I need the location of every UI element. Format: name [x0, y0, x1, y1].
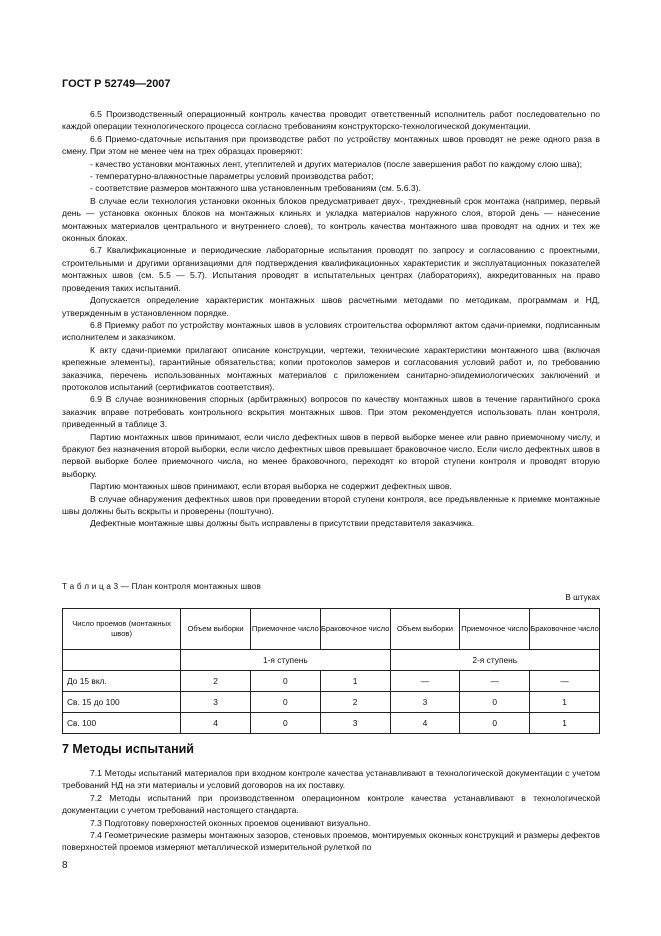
table-cell: 2 [181, 671, 251, 692]
table-cell: 3 [390, 692, 460, 713]
table-row [63, 692, 600, 713]
document-header: ГОСТ Р 52749—2007 [62, 78, 171, 90]
table-header-cell: Объем выборки [390, 609, 460, 650]
paragraph-7-2: 7.2 Методы испытаний при производственном операционном контроле качества устанавливают в технологической документации с учетом требований настоящего стандарта. [62, 792, 600, 816]
paragraph: В случае обнаружения дефектных швов при проведении второй ступени контроля, все предъявленные к приемке монтажные швы должны быть вскрыты и проверены (поштучно). [62, 493, 600, 516]
control-plan-table [62, 608, 600, 734]
paragraph-6-9: 6.9 В случае возникновения спорных (арбитражных) вопросов по качеству монтажных швов в течение гарантийного срока заказчик вправе потребовать контрольного вскрытия монтажных швов. При этом рекомендуется использовать план контроля, приведенный в таблице 3. [62, 394, 600, 430]
section-7-body [62, 767, 600, 854]
table-cell: — [530, 671, 600, 692]
table-cell: — [390, 671, 460, 692]
list-item: - соответствие размеров монтажного шва установленным требованиям (см. 5.6.3). [90, 183, 421, 194]
table-header-cell: Браковочное число [530, 609, 600, 650]
table-header-cell: Браковочное число [320, 609, 390, 650]
paragraph: Партию монтажных швов принимают, если число дефектных швов в первой выборке менее или равно приемочному числу, и бракуют без назначения второй выборки, если число дефектных швов превышает браковочное число. Если число дефектных швов в первой выборке более приемочного числа, но менее браковочного, переходят ко второй ступени контроля и проводят вторую выборку. [62, 431, 600, 479]
stage-2-label: 2-я ступень [390, 650, 599, 671]
paragraph: Дефектные монтажные швы должны быть исправлены в присутствии представителя заказчика. [90, 518, 475, 529]
table-cell: 1 [530, 713, 600, 734]
table-cell: 0 [460, 692, 530, 713]
table-header-cell: Число проемов (монтажных швов) [63, 609, 181, 650]
paragraph: Допускается определение характеристик монтажных швов расчетными методами по методикам, программам и НД, утвержденным в установленном порядке. [62, 295, 600, 318]
paragraph-6-6: 6.6 Приемо-сдаточные испытания при производстве работ по устройству монтажных швов проводят не реже одного раза в смену. При этом не менее чем на трех образцах проверяют: [62, 133, 600, 157]
paragraph-6-7: 6.7 Квалификационные и периодические лабораторные испытания проводят по запросу и согласованию с проектными, строительными и другими организациями для подтверждения квалификационных характеристик и эксплуатационных показателей монтажных швов (см. 5.5 — 5.7). Испытания проводят в испытательных центрах (лабораториях), аккредитованных на право проведения таких испытаний. [62, 245, 600, 293]
stage-1-label: 1-я ступень [181, 650, 390, 671]
table-header-cell: Приемочное число [460, 609, 530, 650]
table-cell: 4 [390, 713, 460, 734]
table-cell: 4 [181, 713, 251, 734]
table-cell: 0 [460, 713, 530, 734]
paragraph-7-4: 7.4 Геометрические размеры монтажных зазоров, стеновых проемов, монтируемых оконных конструкций и размеры дефектов поверхностей проемов измеряют металлической измерительной рулеткой по [62, 830, 600, 853]
table-cell: Св. 100 [63, 713, 181, 734]
table-cell: До 15 вкл. [63, 671, 181, 692]
table-cell [63, 650, 181, 671]
table-cell: Св. 15 до 100 [63, 692, 181, 713]
paragraph-6-5: 6.5 Производственный операционный контроль качества проводит ответственный исполнитель работ последовательно по каждой операции технологического процесса согласно требованиям конструкторско-технологической документации. [62, 109, 600, 132]
table-cell: 0 [250, 692, 320, 713]
paragraph: К акту сдачи-приемки прилагают описание конструкции, чертежи, технические характеристики монтажного шва (включая крепежные элементы), гарантийные обязательства; копии протоколов замеров и согласования условий работ и, по требованию заказчика, перечень использованных монтажных материалов с приложением санитарно-эпидемиологических заключений и протоколов испытаний (сертификатов соответствия). [62, 344, 600, 392]
table-row [63, 671, 600, 692]
table-caption: Т а б л и ц а 3 — План контроля монтажных швов [62, 582, 262, 591]
table-stage-row [63, 650, 600, 671]
table-cell: 2 [320, 692, 390, 713]
paragraph: В случае если технология установки оконных блоков предусматривает двух-, трехдневный срок монтажа (например, первый день — установка оконных блоков на монтажных клиньях и укладка материалов наружного слоя, второй день — нанесение монтажных материалов центрального и внутреннего слоев), то контроль качества монтажного шва проводят на одних и тех же оконных блоках. [62, 195, 600, 244]
table-cell: 1 [320, 671, 390, 692]
table-cell: 0 [250, 671, 320, 692]
paragraph-7-1: 7.1 Методы испытаний материалов при входном контроле качества устанавливают в технологической документации с учетом требований НД на эти материалы и условий договоров на их поставку. [62, 768, 600, 791]
table-cell: 0 [250, 713, 320, 734]
table-cell: 3 [181, 692, 251, 713]
paragraph-6-8: 6.8 Приемку работ по устройству монтажных швов в условиях строительства оформляют актом сдачи-приемки, подписанным исполнителем и заказчиком. [62, 319, 600, 343]
table-header-row [63, 609, 600, 650]
paragraph-7-3: 7.3 Подготовку поверхностей оконных проемов оценивают визуально. [90, 817, 371, 828]
section-7-title: 7 Методы испытаний [62, 742, 194, 756]
table-header-cell: Приемочное число [250, 609, 320, 650]
table-header-cell: Объем выборки [181, 609, 251, 650]
paragraph: Партию монтажных швов принимают, если вторая выборка не содержит дефектных швов. [90, 481, 452, 492]
table-cell: 1 [530, 692, 600, 713]
list-item: - качество установки монтажных лент, утеплителей и других материалов (после завершения работ по каждому слою шва); [90, 158, 582, 169]
table-cell: — [460, 671, 530, 692]
page-number: 8 [62, 860, 68, 871]
table-cell: 3 [320, 713, 390, 734]
table-units: В штуках [565, 593, 600, 602]
list-item: - температурно-влажностные параметры условий производства работ; [90, 171, 374, 182]
main-text [62, 108, 600, 530]
table-row [63, 713, 600, 734]
